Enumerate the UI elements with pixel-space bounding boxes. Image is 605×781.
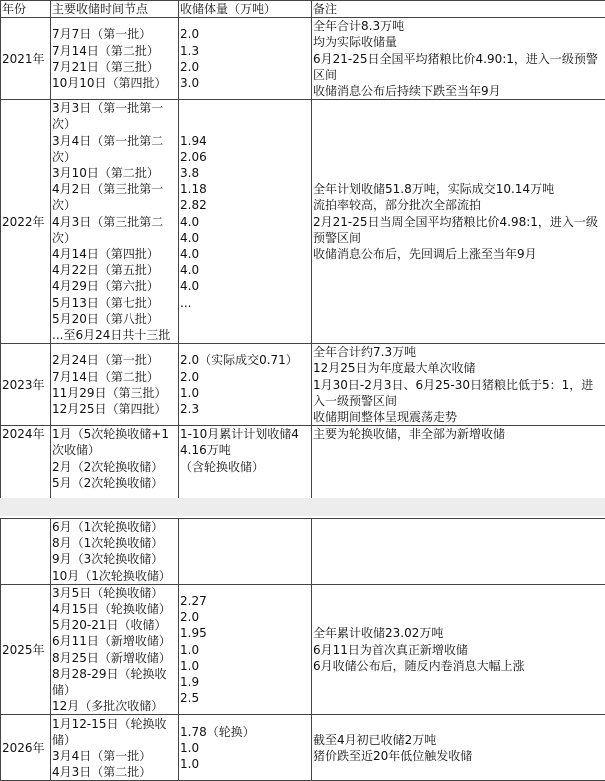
header-year: 年份 xyxy=(1,1,51,18)
notes-cell xyxy=(312,519,605,585)
volume-cell-line: 1.0 xyxy=(180,756,310,772)
volume-cell-line: 4.0 xyxy=(180,278,310,294)
header-volume: 收储体量（万吨） xyxy=(179,1,312,18)
nodes-cell-line: 7月7日（第一批） xyxy=(52,26,177,42)
notes-cell xyxy=(312,18,605,100)
table-row xyxy=(1,100,605,344)
volume-cell-line: 1.0 xyxy=(180,642,310,658)
header-row xyxy=(1,1,605,18)
nodes-cell xyxy=(51,715,179,781)
nodes-cell-line: 4月22日（第五批） xyxy=(52,262,177,278)
notes-cell-line: 猪价跌至近20年低位触发收储 xyxy=(313,748,604,764)
notes-cell-line: 6月11日为首次真正新增收储 xyxy=(313,642,604,658)
notes-cell-line: 全年计划收储51.8万吨，实际成交10.14万吨 xyxy=(313,181,604,197)
volume-cell-line: 2.0（实际成交0.71） xyxy=(180,352,310,368)
volume-cell-line: 1.9 xyxy=(180,674,310,690)
volume-cell xyxy=(179,18,312,100)
volume-cell-line: 2.0 xyxy=(180,26,310,42)
nodes-cell xyxy=(51,18,179,100)
nodes-cell xyxy=(51,584,179,715)
volume-cell-line: 2.5 xyxy=(180,690,310,706)
nodes-cell-line: 1月（5次轮换收储+1次收储） xyxy=(52,426,177,458)
notes-cell-line: 6月21-25日全国平均猪粮比价4.90:1，进入一级预警区间 xyxy=(313,51,604,83)
notes-cell-line: 收储消息公布后持续下跌至当年9月 xyxy=(313,83,604,99)
notes-cell-line: 全年合计约7.3万吨 xyxy=(313,344,604,360)
notes-cell-line: 收储消息公布后，先回调后上涨至当年9月 xyxy=(313,246,604,262)
nodes-cell-line: 5月20-21日（收储） xyxy=(52,617,177,633)
volume-cell-line: 3.0 xyxy=(180,75,310,91)
nodes-cell-line: 3月4日（第一批第二次） xyxy=(52,133,177,165)
page-break-gap xyxy=(0,498,605,516)
year-cell xyxy=(1,519,51,585)
volume-cell-line: （含轮换收储） xyxy=(180,459,310,475)
volume-cell xyxy=(179,344,312,426)
notes-cell xyxy=(312,344,605,426)
volume-cell-line: 1.3 xyxy=(180,43,310,59)
nodes-cell-line: 8月（1次轮换收储） xyxy=(52,535,177,551)
header-nodes: 主要收储时间节点 xyxy=(51,1,179,18)
nodes-cell-line: 8月28-29日（轮换收储） xyxy=(52,666,177,698)
volume-cell-line: 1-10月累计计划收储44.16万吨 xyxy=(180,426,310,458)
nodes-cell-line: 12月25日（第四批） xyxy=(52,401,177,417)
nodes-cell-line: ...至6月24日共十三批 xyxy=(52,327,177,343)
notes-cell-line: 6月收储公布后，随反内卷消息大幅上涨 xyxy=(313,658,604,674)
nodes-cell-line: 10月（1次轮换收储） xyxy=(52,568,177,584)
volume-cell xyxy=(179,715,312,781)
notes-cell-line: 1月30日-2月3日、6月25-30日猪粮比低于5：1，进入一级预警区间 xyxy=(313,377,604,409)
notes-cell xyxy=(312,715,605,781)
table-row xyxy=(1,715,605,781)
nodes-cell-line: 5月20日（第八批） xyxy=(52,311,177,327)
nodes-cell-line: 5月13日（第七批） xyxy=(52,295,177,311)
volume-cell-line: 1.0 xyxy=(180,740,310,756)
table-row xyxy=(1,584,605,715)
nodes-cell-line: 4月29日（第六批） xyxy=(52,278,177,294)
volume-cell-line: ... xyxy=(180,295,310,311)
nodes-cell-line: 4月2日（第三批第一次） xyxy=(52,181,177,213)
nodes-cell-line: 4月15日（轮换收储） xyxy=(52,601,177,617)
volume-cell-line: 1.95 xyxy=(180,625,310,641)
notes-cell-line: 截至4月初已收储2万吨 xyxy=(313,732,604,748)
volume-cell-line: 3.8 xyxy=(180,165,310,181)
nodes-cell-line: 3月3日（第一批第一次） xyxy=(52,100,177,132)
year-cell: 2024年 xyxy=(1,426,51,513)
nodes-cell-line: 12月（多批次收储） xyxy=(52,698,177,714)
volume-cell-line: 4.0 xyxy=(180,214,310,230)
nodes-cell-line: 1月12-15日（轮换收储） xyxy=(52,716,177,748)
nodes-cell-line: 6月11日（新增收储） xyxy=(52,633,177,649)
volume-cell-line: 2.0 xyxy=(180,369,310,385)
volume-cell-line: 4.0 xyxy=(180,262,310,278)
volume-cell-line: 1.94 xyxy=(180,133,310,149)
notes-cell-line: 主要为轮换收储，非全部为新增收储 xyxy=(313,426,604,442)
nodes-cell-line: 5月（2次轮换收储） xyxy=(52,475,177,491)
table-part-2 xyxy=(0,518,605,781)
nodes-cell-line: 4月14日（第四批） xyxy=(52,246,177,262)
year-cell: 2025年 xyxy=(1,584,51,715)
notes-cell-line: 全年合计8.3万吨 xyxy=(313,18,604,34)
volume-cell xyxy=(179,584,312,715)
nodes-cell-line: 3月5日（轮换收储） xyxy=(52,585,177,601)
year-cell: 2022年 xyxy=(1,100,51,344)
nodes-cell-line: 4月3日（第三批第二次） xyxy=(52,214,177,246)
volume-cell-line: 1.0 xyxy=(180,385,310,401)
volume-cell-line: 1.78（轮换） xyxy=(180,724,310,740)
notes-cell-line: 均为实际收储量 xyxy=(313,34,604,50)
volume-cell xyxy=(179,519,312,585)
volume-cell-line: 1.18 xyxy=(180,181,310,197)
nodes-cell-line: 4月3日（第二批） xyxy=(52,764,177,780)
volume-cell-line: 2.27 xyxy=(180,593,310,609)
nodes-cell-line: 9月（3次轮换收储） xyxy=(52,551,177,567)
table-row xyxy=(1,344,605,426)
nodes-cell-line: 3月10日（第二批） xyxy=(52,165,177,181)
year-cell: 2026年 xyxy=(1,715,51,781)
nodes-cell-line: 11月29日（第三批） xyxy=(52,385,177,401)
nodes-cell-line: 2月24日（第一批） xyxy=(52,352,177,368)
notes-cell-line: 12月25日为年度最大单次收储 xyxy=(313,360,604,376)
nodes-cell xyxy=(51,519,179,585)
notes-cell-line: 流拍率较高，部分批次全部流拍 xyxy=(313,197,604,213)
notes-cell xyxy=(312,584,605,715)
notes-cell xyxy=(312,100,605,344)
volume-cell-line: 1.0 xyxy=(180,658,310,674)
nodes-cell xyxy=(51,100,179,344)
volume-cell-line: 2.0 xyxy=(180,59,310,75)
nodes-cell-line: 7月21日（第三批） xyxy=(52,59,177,75)
year-cell: 2021年 xyxy=(1,18,51,100)
volume-cell-line: 2.0 xyxy=(180,609,310,625)
volume-cell-line: 2.3 xyxy=(180,401,310,417)
volume-cell-line: 2.82 xyxy=(180,197,310,213)
nodes-cell-line: 6月（1次轮换收储） xyxy=(52,519,177,535)
notes-cell-line: 全年累计收储23.02万吨 xyxy=(313,625,604,641)
volume-cell-line: 4.0 xyxy=(180,230,310,246)
year-cell: 2023年 xyxy=(1,344,51,426)
header-notes: 备注 xyxy=(312,1,605,18)
notes-cell-line: 收储期间整体呈现震荡走势 xyxy=(313,409,604,425)
nodes-cell-line: 10月10日（第四批） xyxy=(52,75,177,91)
table-row xyxy=(1,519,605,585)
nodes-cell-line: 3月4日（第一批） xyxy=(52,748,177,764)
notes-cell-line: 2月21-25日当周全国平均猪粮比价4.98:1，进入一级预警区间 xyxy=(313,214,604,246)
nodes-cell-line: 7月14日（第二批） xyxy=(52,43,177,59)
nodes-cell-line: 2月（2次轮换收储） xyxy=(52,459,177,475)
nodes-cell xyxy=(51,344,179,426)
volume-cell-line: 2.06 xyxy=(180,149,310,165)
nodes-cell-line: 7月14日（第二批） xyxy=(52,369,177,385)
volume-cell-line: 4.0 xyxy=(180,246,310,262)
nodes-cell-line: 8月25日（新增收储） xyxy=(52,650,177,666)
table-row xyxy=(1,18,605,100)
volume-cell xyxy=(179,100,312,344)
